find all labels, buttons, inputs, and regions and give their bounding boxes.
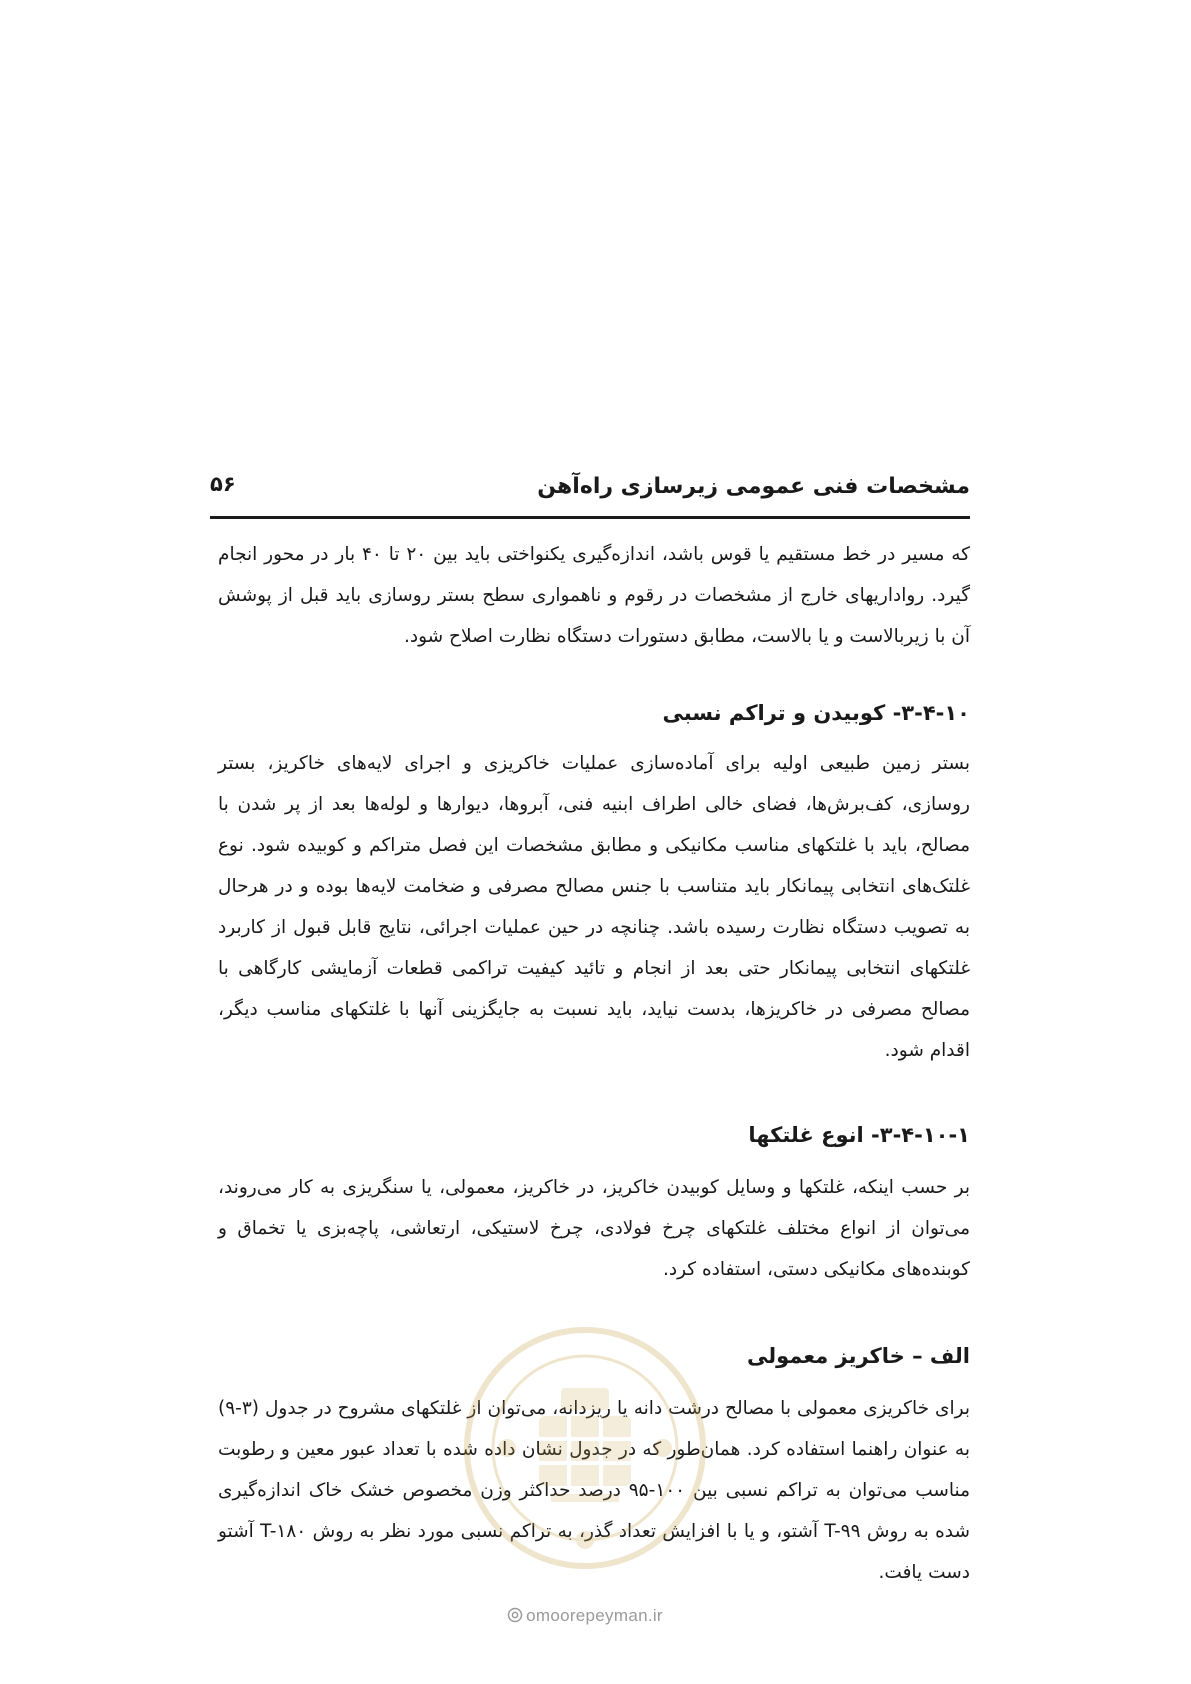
ordinary-fill-paragraph: برای خاکریزی معمولی با مصالح درشت دانه یا ریزدانه، می‌توان از غلتکهای مشروح در جدول (۳-۹) به عنوان راهنما استفاده کرد. همان‌طور که در جدول نشان داده شده با تعداد عبور معین و رطوبت مناسب می‌توان به تراکم نسبی بین ۱۰۰-۹۵ درصد حداکثر وزن مخصوص خشک خاک اندازه‌گیری شده به روش T-۹۹ آشتو، و یا با افزایش تعداد گذر، به تراکم نسبی مورد نظر به روش T-۱۸۰ آشتو دست یافت. (218, 1398, 970, 1583)
header-divider (210, 516, 970, 519)
section-heading-compaction: ۳-۴-۱۰- کوبیدن و تراکم نسبی (662, 701, 970, 725)
running-title: مشخصات فنی عمومی زیرسازی راه‌آهن (537, 474, 970, 499)
watermark-url-text: omoorepeyman.ir (526, 1606, 663, 1625)
compaction-paragraph: بستر زمین طبیعی اولیه برای آماده‌سازی عملیات خاکریزی و اجرای لایه‌های خاکریز، بستر روسازی، کف‌برش‌ها، فضای خالی اطراف ابنیه فنی، آبروها، دیوارها و لوله‌ها بعد از پر شدن با مصالح، باید با غلتکهای مناسب مکانیکی و مطابق مشخصات این فصل متراکم و کوبیده شود. نوع غلتک‌های انتخابی پیمانکار باید متناسب با جنس مصالح مصرفی و ضخامت لایه‌ها بوده و در هرحال به تصویب دستگاه نظارت رسیده باشد. چنانچه در حین عملیات اجرائی، نتایج قابل قبول از کاربرد غلتکهای انتخابی پیمانکار حتی بعد از انجام و تائید کیفیت تراکمی قطعات آزمایشی کارگاهی با مصالح مصرفی در خاکریزها، بدست نیاید، باید نسبت به جایگزینی آنها با غلتکهای مناسب دیگر، اقدام شود. (218, 753, 970, 1061)
roller-types-paragraph: بر حسب اینکه، غلتکها و وسایل کوبیدن خاکریز، در خاکریز، معمولی، یا سنگریزی به کار می‌روند، می‌توان از انواع مختلف غلتکهای چرخ فولادی، چرخ لاستیکی، ارتعاشی، پاچه‌بزی یا تخماق و کوبنده‌های مکانیکی دستی، استفاده کرد. (218, 1177, 970, 1280)
section-heading-roller-types: ۳-۴-۱۰-۱- انوع غلتکها (748, 1123, 970, 1147)
at-icon (507, 1607, 523, 1623)
page-body (218, 534, 970, 1593)
section-heading-ordinary-fill: الف – خاکریز معمولی (746, 1344, 970, 1368)
page-header (210, 472, 970, 510)
intro-paragraph: که مسیر در خط مستقیم یا قوس باشد، اندازه‌گیری یکنواختی باید بین ۲۰ تا ۴۰ بار در محور انجام گیرد. رواداریهای خارج از مشخصات در رقوم و ناهمواری سطح بستر روسازی باید قبل از پوشش آن با زیربالاست و یا بالاست، مطابق دستورات دستگاه نظارت اصلاح شود. (218, 544, 970, 647)
watermark-url (460, 1606, 710, 1626)
page-number: ۵۶ (210, 472, 236, 496)
